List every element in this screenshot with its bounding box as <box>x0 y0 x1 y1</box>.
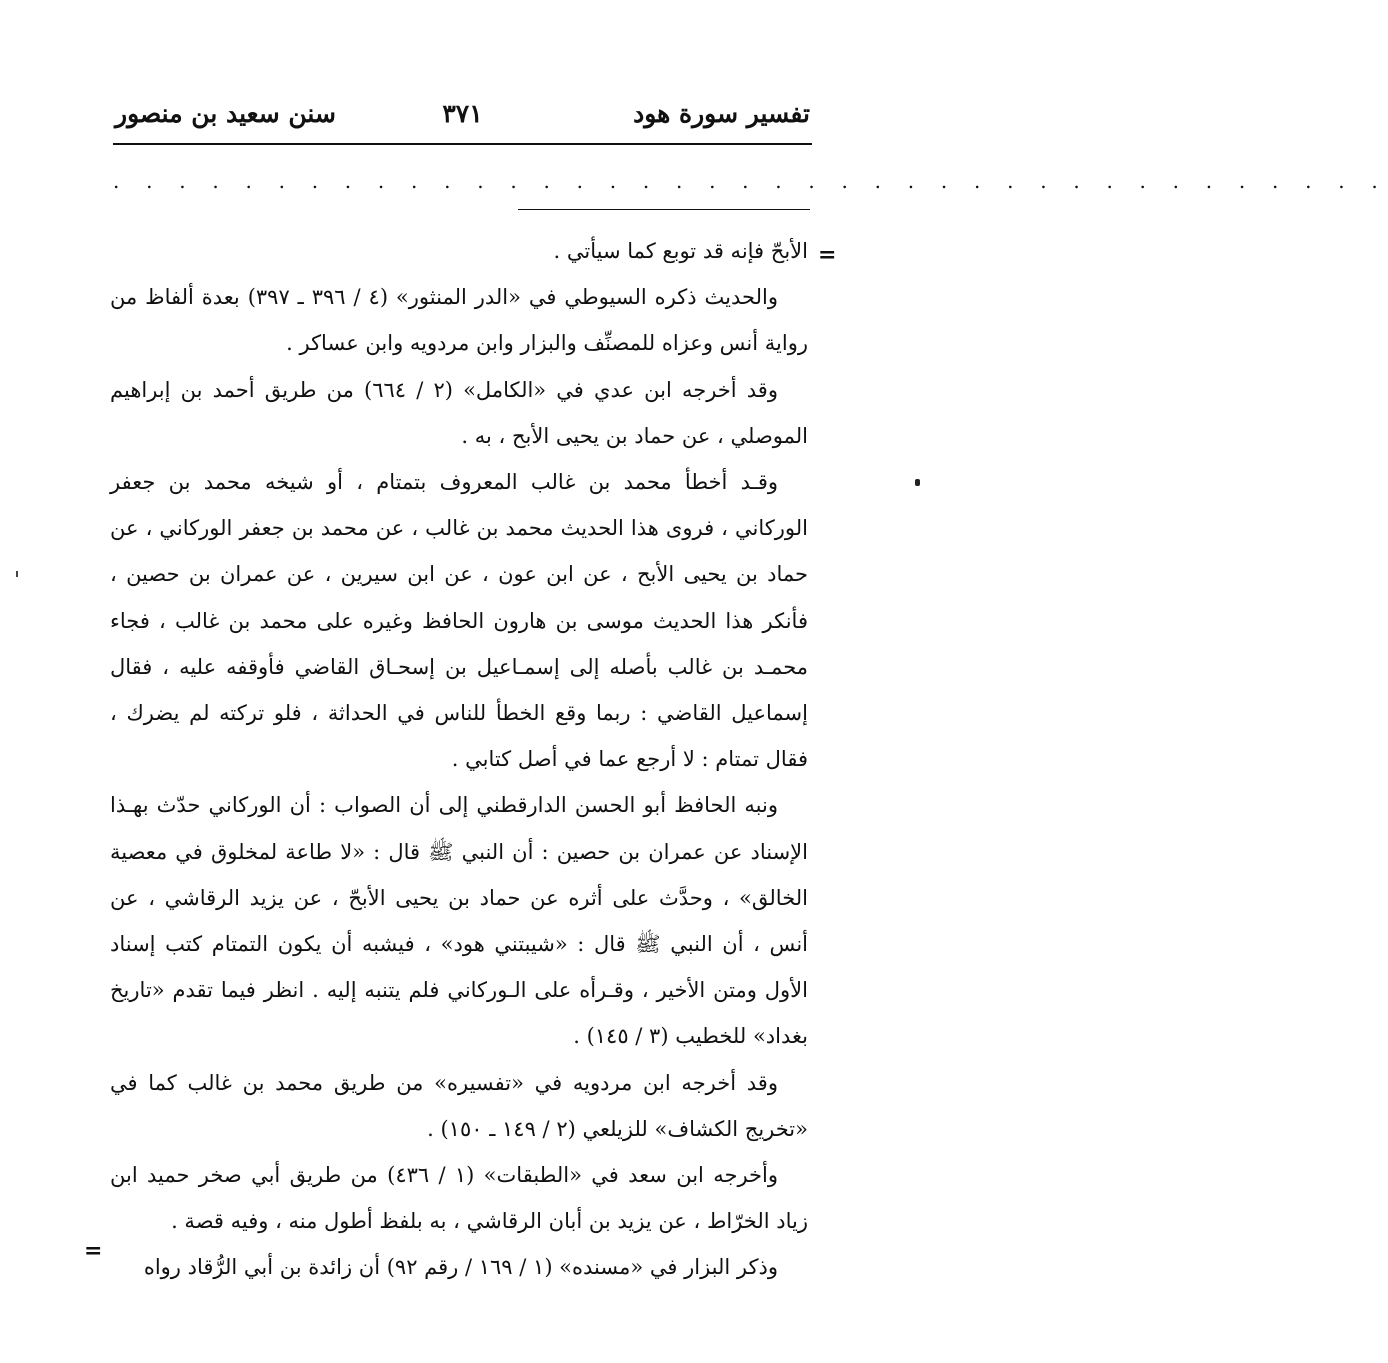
paragraph-7: وأخرجه ابن سعد في «الطبقات» (١ / ٤٣٦) من طريق أبي صخر حميد ابن زياد الخرّاط ، عن يزيد بن أبان الرقاشي ، به بلفظ أطول منه ، وفيه قصة . <box>110 1163 808 1234</box>
paragraph-3: وقد أخرجه ابن عدي في «الكامل» (٢ / ٦٦٤) من طريق أحمد بن إبراهيم الموصلي ، عن حماد بن يحيى الأبح ، به . <box>110 377 808 448</box>
paragraph-4: وقـد أخطأ محمد بن غالب المعروف بتمتام ، أو شيخه محمد بن جعفر الوركاني ، فروى هذا الحديث محمد بن غالب ، عن محمد بن جعفر الوركاني ، عن حماد بن يحيى الأبح ، عن ابن عون ، عن ابن سيرين ، عن عمران بن حصين ، فأنكر هذا الحديث موسى بن هارون الحافظ وغيره على محمد بن غالب ، فجاء محمـد بن غالب بأصله إلى إسمـاعيل بن إسحـاق القاضي فأوقفه عليه ، فقال إسماعيل القاضي : ربما وقع الخطأ للناس في الحداثة ، فلو تركته لم يضرك ، فقال تمتام : لا أرجع عما في أصل كتابي . <box>110 470 808 772</box>
header-rule <box>113 143 812 145</box>
continuation-mark-top: = <box>818 242 837 268</box>
separator-dots: . . . . . . . . . . . . . . . . . . . . . . . . . . . . . . . . . . . . . . . <box>113 169 1388 193</box>
footnote-rule <box>518 209 810 210</box>
paragraph-1: الأبحّ فإنه قد توبع كما سيأتي . <box>553 239 808 263</box>
scan-speck <box>915 479 920 486</box>
paragraph-5: ونبه الحافظ أبو الحسن الدارقطني إلى أن الصواب : أن الوركاني حدّث بهـذا الإسناد عن عمران بن حصين : أن النبي ﷺ قال : «لا طاعة لمخلوق في معصية الخالق» ، وحدَّث على أثره عن حماد بن يحيى الأبحّ ، عن يزيد الرقاشي ، عن أنس ، أن النبي ﷺ قال : «شيبتني هود» ، فيشبه أن يكون التمتام كتب إسناد الأول ومتن الأخير ، وقـرأه على الـوركاني فلم يتنبه إليه . انظر فيما تقدم «تاريخ بغداد» للخطيب (٣ / ١٤٥) . <box>110 793 809 1049</box>
footnote-body <box>110 228 808 1291</box>
page-number: ٣٧١ <box>442 99 483 128</box>
continuation-mark-bottom: = <box>84 1238 103 1264</box>
scan-tick <box>16 571 18 577</box>
surah-title: تفسير سورة هود <box>633 99 810 128</box>
paragraph-8: وذكر البزار في «مسنده» (١ / ١٦٩ / رقم ٩٢) أن زائدة بن أبي الرُّقاد رواه <box>143 1255 778 1280</box>
book-title: سنن سعيد بن منصور <box>115 99 336 128</box>
paragraph-2: والحديث ذكره السيوطي في «الدر المنثور» (٤ / ٣٩٦ ـ ٣٩٧) بعدة ألفاظ من رواية أنس وعزاه للمصنِّف والبزار وابن مردويه وابن عساكر . <box>110 285 808 356</box>
paragraph-6: وقد أخرجه ابن مردويه في «تفسيره» من طريق محمد بن غالب كما في «تخريج الكشاف» للزيلعي (٢ / ١٤٩ ـ ١٥٠) . <box>110 1070 808 1141</box>
page-header <box>115 96 810 136</box>
